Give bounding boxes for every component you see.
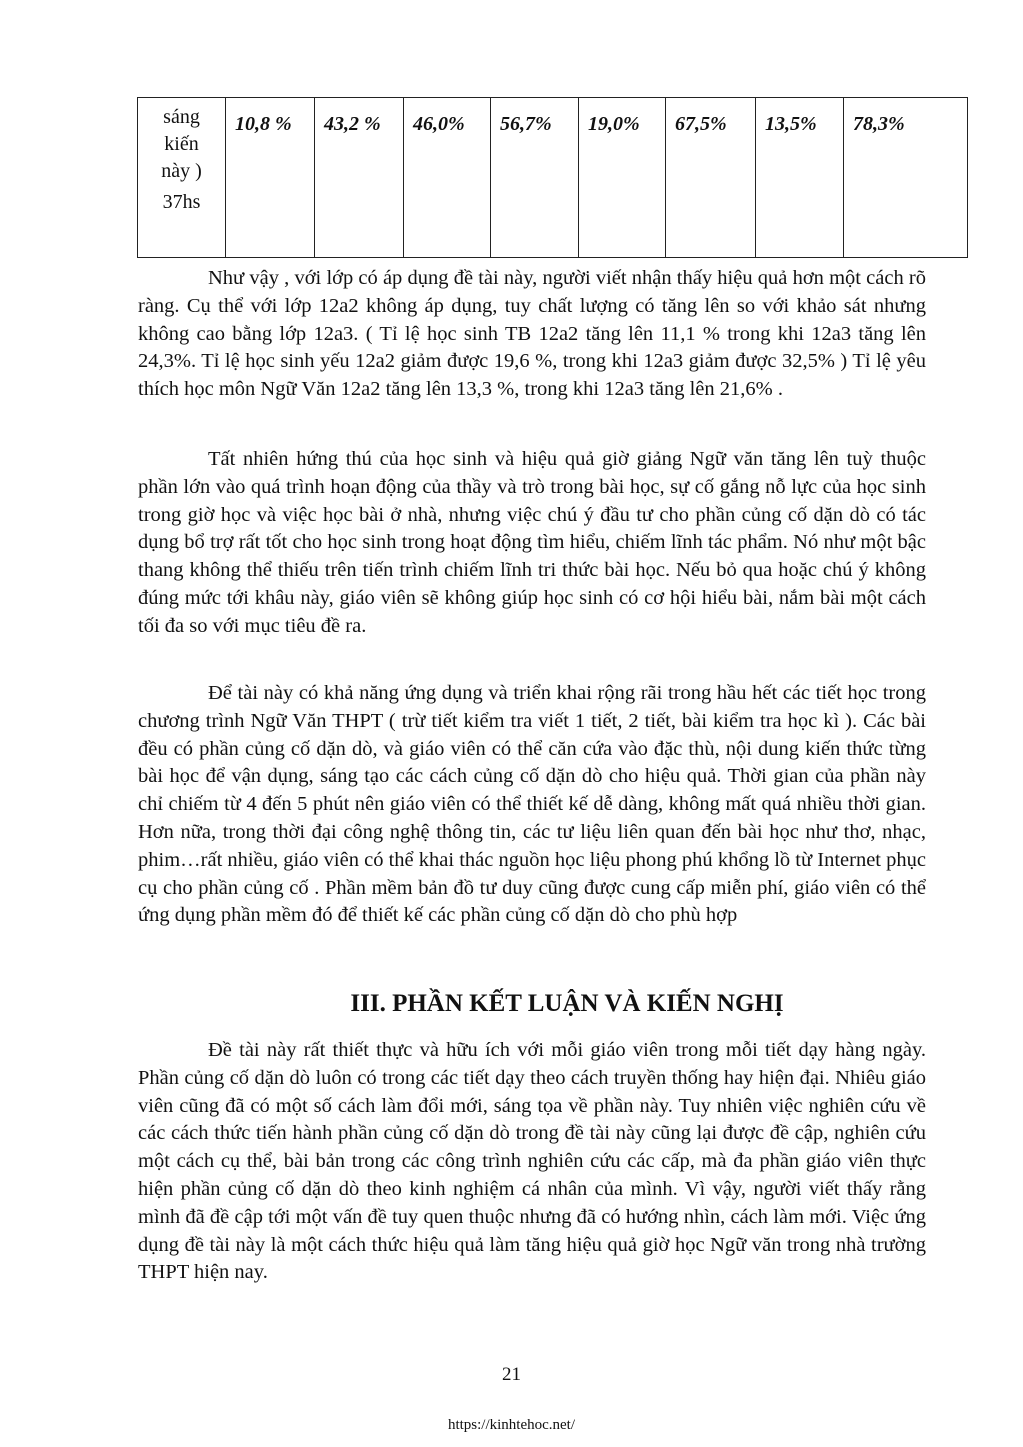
row-label-line: kiến (164, 133, 199, 155)
body-paragraph (138, 680, 926, 930)
footer-url: https://kinhtehoc.net/ (447, 1417, 576, 1433)
row-label-count: 37hs (162, 191, 201, 213)
paragraph-text: Để tài này có khả năng ứng dụng và triển khai rộng rãi trong hầu hết các tiết học trong chương trình Ngữ Văn THPT ( trừ tiết kiểm tra viết 1 tiết, 2 tiết, bài kiểm tra học kì ). Các bài đều có phần củng cố dặn dò, và giáo viên có thể căn cứa vào đặc thù, nội dung kiến thức từng bài học để vận dụng, sáng tạo các cách củng cố dặn dò cho hiệu quả. Thời gian của phần này chỉ chiếm từ 4 đến 5 phút nên giáo viên có thể thiết kế dễ dàng, không mất quá nhiều thời gian. Hơn nữa, trong thời đại công nghệ thông tin, các tư liệu liên quan đến bài học như thơ, nhạc, phim…rất nhiều, giáo viên có thể khai thác nguồn học liệu phong phú khổng lồ từ Internet phục cụ cho phần củng cố . Phần mềm bản đồ tư duy cũng được cung cấp miễn phí, giáo viên có thể ứng dụng phần mềm đó để thiết kế các phần củng cố dặn dò cho phù hợp (138, 682, 926, 927)
body-paragraph (138, 446, 926, 641)
section-heading: III. PHẦN KẾT LUẬN VÀ KIẾN NGHỊ (350, 990, 784, 1017)
table-cell: 43,2 % (315, 98, 404, 258)
table-cell: 10,8 % (226, 98, 315, 258)
table-cell: 67,5% (666, 98, 756, 258)
page-number: 21 (502, 1364, 521, 1385)
paragraph-text: Tất nhiên hứng thú của học sinh và hiệu quả giờ giảng Ngữ văn tăng lên tuỳ thuộc phần lớn vào quá trình hoạn động của thầy và trò trong bài học, sự cố gắng nỗ lực của học sinh trong giờ học và việc học bài ở nhà, nhưng việc chú ý đầu tư cho phần củng cố dặn dò có tác dụng bổ trợ rất tốt cho học sinh trong hoạt động tìm hiểu, chiếm lĩnh tác phẩm. Nó như một bậc thang không thể thiếu trên tiến trình chiếm lĩnh tri thức bài học. Nếu bỏ qua hoặc chú ý không đúng mức tới khâu này, giáo viên sẽ không giúp học sinh có cơ hội hiểu bài, nắm bài một cách tối đa so với mục tiêu đề ra. (138, 448, 926, 637)
table-cell: 56,7% (491, 98, 579, 258)
table-cell: 46,0% (404, 98, 491, 258)
conclusion-paragraph (138, 1037, 926, 1287)
row-label-cell (138, 98, 226, 258)
results-table (137, 97, 968, 258)
table-row (138, 98, 968, 258)
table-cell: 78,3% (844, 98, 968, 258)
paragraph-text: Như vậy , với lớp có áp dụng đề tài này, người viết nhận thấy hiệu quả hơn một cách rõ ràng. Cụ thể với lớp 12a2 không áp dụng, tuy chất lượng có tăng lên so với khảo sát nhưng không cao bằng lớp 12a3. ( Tỉ lệ học sinh TB 12a2 tăng lên 11,1 % trong khi 12a3 tăng lên 24,3%. Tỉ lệ học sinh yếu 12a2 giảm được 19,6 %, trong khi 12a3 giảm được 32,5% ) Tỉ lệ yêu thích học môn Ngữ Văn 12a2 tăng lên 13,3 %, trong khi 12a3 tăng lên 21,6% . (138, 267, 926, 401)
paragraph-text: Đề tài này rất thiết thực và hữu ích với mỗi giáo viên trong mỗi tiết dạy hàng ngày. Phần củng cố dặn dò luôn có trong các tiết dạy theo cách truyền thống hay hiện đại. Nhiêu giáo viên cũng đã có một số cách làm đổi mới, sáng tọa về phần này. Tuy nhiên việc nghiên cứu về các cách thức tiến hành phần củng cố dặn dò trong đề tài này cũng lại được đề cập, nghiên cứu một cách cụ thể, bài bản trong các công trình nghiên cứu các cấp, mà đa phần giáo viên thực hiện phần củng cố dặn dò theo kinh nghiệm cá nhân của mình. Vì vậy, người viết thấy rằng mình đã đề cập tới một vấn đề tuy quen thuộc nhưng đã có hướng nhìn, cách làm mới. Việc ứng dụng đề tài này là một cách thức hiệu quả làm tăng hiệu quả giờ học Ngữ văn trong nhà trường THPT hiện nay. (138, 1039, 926, 1284)
row-label-line: này ) (161, 160, 202, 182)
body-paragraph (138, 265, 926, 404)
table-cell: 19,0% (579, 98, 666, 258)
table-cell: 13,5% (756, 98, 844, 258)
row-label-line: sáng (163, 106, 200, 128)
